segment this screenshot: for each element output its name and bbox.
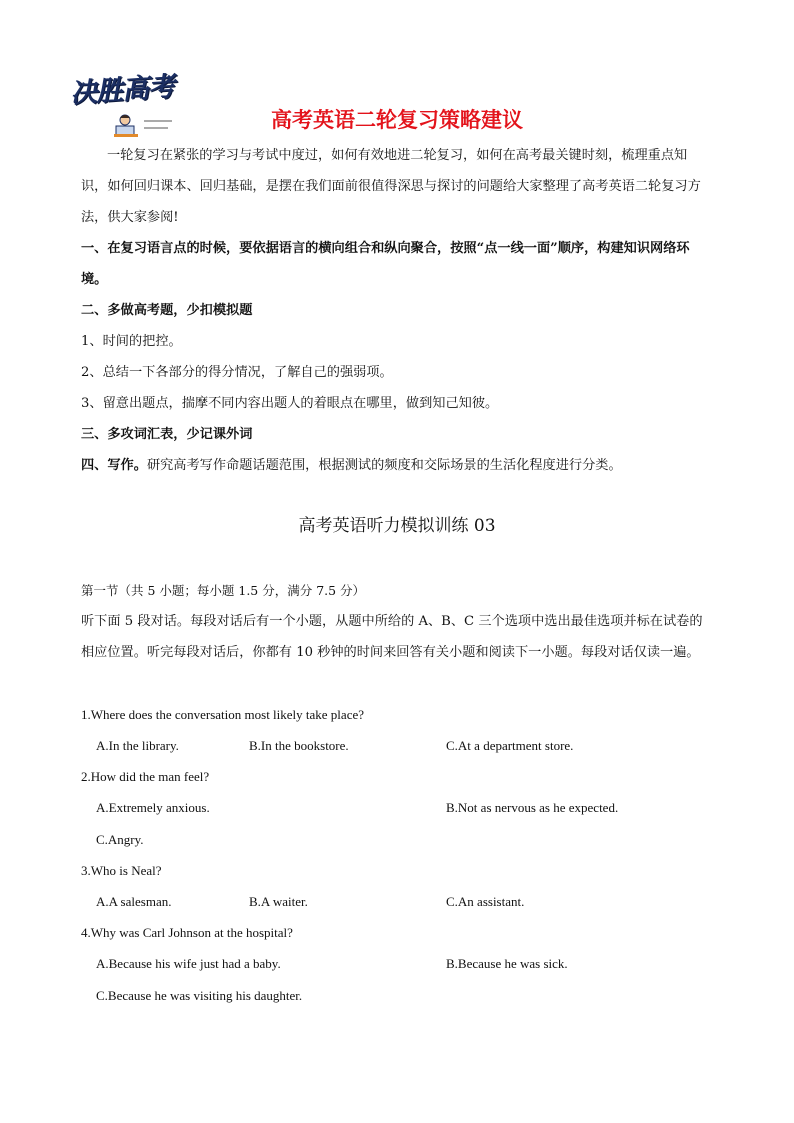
question-3-option-b: B.A waiter.: [249, 894, 308, 909]
question-4-option-a: A.Because his wife just had a baby.: [96, 956, 281, 971]
point-one: 一、在复习语言点的时候，要依据语言的横向组合和纵向聚合，按照“点一线一面”顺序，构建知识网络环境。: [81, 241, 690, 287]
question-2-option-b: B.Not as nervous as he expected.: [446, 800, 619, 815]
point-two: 二、多做高考题，少扣模拟题: [81, 303, 253, 318]
logo-text: 决胜高考: [69, 71, 176, 110]
section-title: 高考英语听力模拟训练 03: [298, 516, 496, 536]
sub-item-1: 1、时间的把控。: [81, 334, 182, 349]
point-four: [81, 450, 713, 481]
question-3-option-c: C.An assistant.: [446, 894, 525, 909]
point-three: 三、多攻词汇表，少记课外词: [81, 427, 253, 442]
part-heading: 第一节（共 5 小题；每小题 1.5 分，满分 7.5 分）: [81, 583, 366, 598]
intro-paragraph: 一轮复习在紧张的学习与考试中度过，如何有效地进二轮复习，如何在高考最关键时刻，梳理重点知识，如何回归课本、回归基础，是摆在我们面前很值得深思与探讨的问题给大家整理了高考英语二轮复习方法，供大家参阅!: [81, 148, 701, 225]
question-1-option-c: C.At a department store.: [446, 738, 574, 753]
question-3-option-a: A.A salesman.: [96, 894, 172, 909]
question-3-stem: 3.Who is Neal?: [81, 863, 162, 878]
question-2-stem: 2.How did the man feel?: [81, 769, 210, 784]
question-4-stem: 4.Why was Carl Johnson at the hospital?: [81, 925, 293, 940]
page-title: 高考英语二轮复习策略建议: [271, 108, 523, 132]
instructions: 听下面 5 段对话。每段对话后有一个小题，从题中所给的 A、B、C 三个选项中选出最佳选项并标在试卷的相应位置。听完每段对话后，你都有 10 秒钟的时间来回答有关小题和阅读下一小题。每段对话仅读一遍。: [81, 614, 703, 660]
point-four-label: 四、写作。: [81, 458, 147, 473]
question-2-option-a: A.Extremely anxious.: [96, 800, 210, 815]
point-four-text: 研究高考写作命题话题范围，根据测试的频度和交际场景的生活化程度进行分类。: [146, 458, 622, 473]
sub-item-2: 2、总结一下各部分的得分情况，了解自己的强弱项。: [81, 365, 393, 380]
sub-item-3: 3、留意出题点，揣摩不同内容出题人的着眼点在哪里，做到知己知彼。: [81, 396, 499, 411]
question-2-option-c: C.Angry.: [96, 832, 144, 847]
question-1-stem: 1.Where does the conversation most likely take place?: [81, 707, 365, 722]
question-4-option-c: C.Because he was visiting his daughter.: [96, 988, 303, 1003]
question-1-option-b: B.In the bookstore.: [249, 738, 349, 753]
question-1-option-a: A.In the library.: [96, 738, 179, 753]
question-4-option-b: B.Because he was sick.: [446, 956, 568, 971]
